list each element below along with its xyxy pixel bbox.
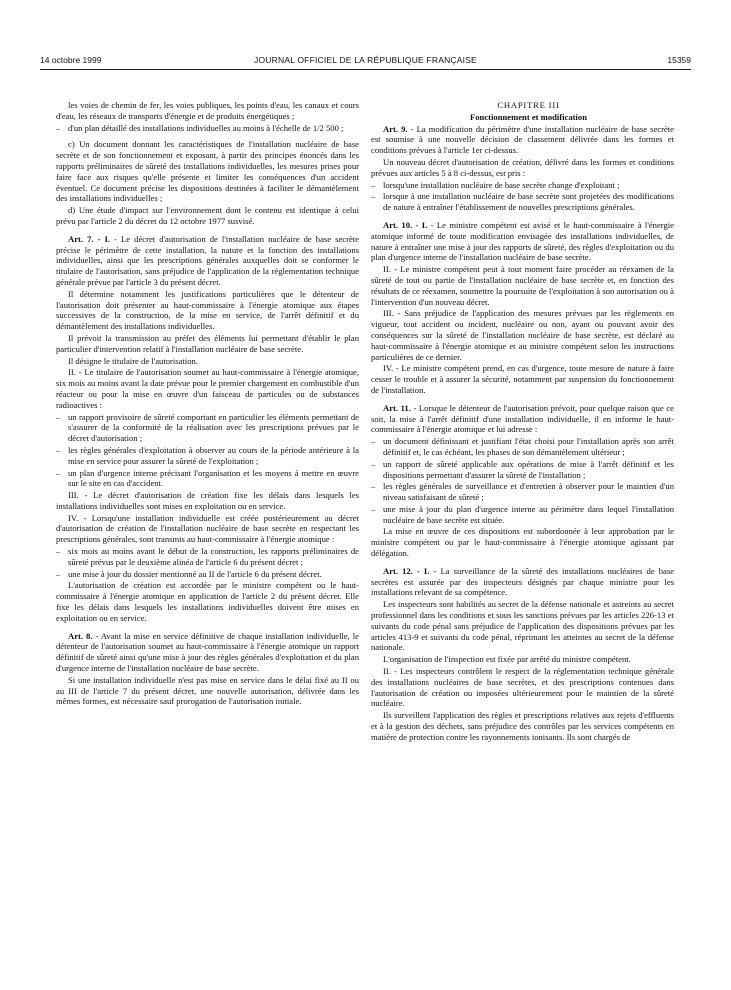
page-header [40, 55, 691, 70]
list-item-text: un document définissant et justifiant l'état choisi pour l'installation après son arrêt définitif et, le cas échéant, les phases de son démantèlement ultérieur ; [383, 436, 674, 457]
paragraph: L'autorisation de création est accordée par le ministre compétent ou le haut-commissaire à l'énergie atomique en application de l'article 2 du présent décret. Elle fixe les délais dans lesquels les installations individuelles doivent être mises en exploitation ou en service. [56, 580, 359, 623]
article-12-intro [371, 566, 674, 598]
article-10-heading: Art. 10. - I. [383, 219, 428, 230]
issue-date: 14 octobre 1999 [40, 55, 102, 65]
list-item-text: un rapport de sûreté applicable aux opérations de mise à l'arrêt définitif et les dispositions permettant d'assurer la sûreté de l'installation ; [383, 458, 674, 480]
list-item-text: lorsqu'une installation nucléaire de base secrète change d'exploitant ; [383, 179, 620, 190]
list-item-text: une mise à jour du plan d'urgence interne au périmètre dans lequel l'installation nucléaire de base secrète est située. [383, 503, 674, 525]
article-12-heading: Art. 12. - I. [383, 565, 430, 576]
article-12-section-ii: II. - Les inspecteurs contrôlent le respect de la réglementation technique générale des installations nucléaires de base secrètes, et des prescriptions contenues dans l'autorisation de création ou imposées ultérieurement pour le maintien de la sûreté nucléaire. [371, 666, 674, 709]
list-item-text: lorsque à une installation nucléaire de base secrète sont projetées des modifications de nature à entraîner l'établissement de nouvelles prescriptions générales. [383, 191, 674, 213]
paragraph-c: c) Un document donnant les caractéristiques de l'installation nucléaire de base secrète et de son fonctionnement et exposant, à partir des principes énoncés dans les rapports préliminaires de sûreté des installations individuelles, les mesures prises pour faire face aux risques qu'elle présente et limiter les conséquences d'un accident éventuel. Ce document précise les dispositions destinées à faciliter le démantèlement des installations individuelles ; [56, 139, 359, 204]
article-7-section-iii: III. - Le décret d'autorisation de création fixe les délais dans lesquels les installations individuelles sont mises en exploitation ou en service. [56, 490, 359, 511]
list-item-text: six mois au moins avant le début de la construction, les rapports préliminaires de sûreté prévus par le deuxième alinéa de l'article 6 du présent décret ; [68, 546, 359, 567]
list-item: – les règles générales de surveillance et d'entretien à observer pour le maintien d'un niveau satisfaisant de sûreté ; [371, 481, 674, 503]
article-10-section-iv: IV. - Le ministre compétent prend, en cas d'urgence, toute mesure de nature à faire cesser le trouble et à assurer la sécurité, notamment par suspension du fonctionnement de l'installation. [371, 363, 674, 395]
list-item-text: une mise à jour du dossier mentionné au II de l'article 6 du présent décret. [68, 568, 322, 579]
page-number: 15359 [667, 55, 691, 65]
article-9-heading: Art. 9. [383, 123, 408, 134]
paragraph: Il détermine notamment les justifications particulières que le détenteur de l'autorisation doit présenter au haut-commissaire à l'énergie atomique aux étapes successives de la construction, de la mise en service, de l'arrêt définitif et du démantèlement des installations individuelles. [56, 288, 359, 332]
paragraph: Si une installation individuelle n'est pas mise en service dans le délai fixé au II ou au III de l'article 7 du présent décret, une nouvelle autorisation, délivrée dans les mêmes formes, est nécessaire sauf prorogation de l'autorisation initiale. [56, 674, 359, 707]
article-10-text: - Le ministre compétent est avisé et le haut-commissaire à l'énergie atomique informé de toute modification envisagée des installations individuelles, de nature à entraîner une mise à jour des rapports de sûreté, des règles d'exploitation ou du plan d'urgence interne de l'installation nucléaire de base secrète. [371, 219, 674, 263]
list-item: – six mois au moins avant le début de la construction, les rapports préliminaires de sûreté prévus par le deuxième alinéa de l'article 6 du présent décret ; [56, 546, 359, 567]
paragraph-d: d) Une étude d'impact sur l'environnement dont le contenu est identique à celui prévu par l'article 2 du décret du 12 octobre 1977 susvisé. [56, 205, 359, 226]
article-11-intro [371, 403, 674, 435]
article-10-section-iii: III. - Sans préjudice de l'application des mesures prévues par les règlements en vigueur, tout accident ou incident, nucléaire ou non, ayant ou pouvant avoir des conséquences sur la sûreté de l'installation nucléaire de base secrète, est déclaré au haut-commissaire à l'énergie atomique et au ministre compétent selon les instructions particulières de ce dernier. [371, 308, 674, 362]
list-item: – un plan d'urgence interne précisant l'organisation et les moyens à mettre en œuvre sur le site en cas d'accident. [56, 467, 359, 489]
list-item: – une mise à jour du plan d'urgence interne au périmètre dans lequel l'installation nucléaire de base secrète est située. [371, 503, 674, 525]
list-item-text: les règles générales d'exploitation à observer au cours de la période antérieure à la mise en service pour assurer la sûreté de l'exploitation ; [68, 444, 359, 466]
chapter-number: CHAPITRE III [497, 100, 560, 110]
list-item: – un rapport provisoire de sûreté comportant en particulier les éléments permettant de s'assurer de la conformité de la réalisation avec les prescriptions prévues par le décret d'autorisation ; [56, 411, 359, 444]
article-7-intro [56, 234, 359, 288]
list-item: – un rapport de sûreté applicable aux opérations de mise à l'arrêt définitif et les dispositions permettant d'assurer la sûreté de l'installation ; [371, 458, 674, 480]
paragraph: La mise en œuvre de ces dispositions est subordonnée à leur approbation par le ministre compétent ou par le haut-commissaire à l'énergie atomique agissant par délégation. [371, 526, 674, 559]
journal-title: JOURNAL OFFICIEL DE LA RÉPUBLIQUE FRANÇAISE [254, 55, 477, 65]
list-item: – lorsqu'une installation nucléaire de base secrète change d'exploitant ; [371, 180, 674, 191]
article-10-section-ii: II. - Le ministre compétent peut à tout moment faire procéder au réexamen de la sûreté de tout ou partie de l'installation nucléaire de base secrète et, en fonction des résultats de ce réexamen, soumettre la poursuite de l'exploitation à son autorisation ou à l'intervention d'un nouveau décret. [371, 264, 674, 307]
paragraph: Les inspecteurs sont habilités au secret de la défense nationale et astreints au secret professionnel dans les conditions et sous les sanctions prévues par les articles 226-13 et suivants du code pénal sans préjudice de l'application des dispositions prévues par les articles 413-9 et suivants du code pénal, réprimant les atteintes au secret de la défense nationale. [371, 599, 674, 653]
left-column [56, 100, 359, 708]
article-7-section-ii: II. - Le titulaire de l'autorisation soumet au haut-commissaire à l'énergie atomique, six mois au moins avant la date prévue pour le premier chargement en combustible d'un réacteur ou pour la mise en œuvre d'un faisceau de particules ou de substances radioactives : [56, 367, 359, 410]
chapter-title: Fonctionnement et modification [470, 111, 587, 122]
paragraph: Ils surveillent l'application des règles et prescriptions relatives aux rejets d'effluents et à la gestion des déchets, sans préjudice des contrôles par les services compétents en matière de protection contre les rayonnements ionisants. Ils sont chargés de [371, 710, 674, 742]
article-7-section-iv: IV. - Lorsqu'une installation individuelle est créée postérieurement au décret d'autorisation de création de l'installation nucléaire de base secrète en respectant les prescriptions générales, sont transmis au haut-commissaire à l'énergie atomique : [56, 512, 359, 545]
list-item: – les règles générales d'exploitation à observer au cours de la période antérieure à la mise en service pour assurer la sûreté de l'exploitation ; [56, 444, 359, 466]
article-11-heading: Art. 11. [383, 402, 411, 413]
article-12-text: - La surveillance de la sûreté des installations nucléaires de base secrètes est assurée par des inspecteurs désignés par chaque ministre pour les installations relevant de sa compétence. [371, 565, 674, 598]
paragraph: Il prévoit la transmission au préfet des éléments lui permettant d'établir le plan particulier d'intervention relatif à l'installation nucléaire de base secrète. [56, 332, 359, 354]
list-item-text: un rapport provisoire de sûreté comportant en particulier les éléments permettant de s'assurer de la conformité de la réalisation avec les prescriptions prévues par le décret d'autorisation ; [68, 411, 359, 444]
article-8-heading: Art. 8. [68, 630, 93, 641]
article-7-text: - Le décret d'autorisation de l'installation nucléaire de base secrète précise le périmètre de cette installation, la nature et la fonction des installations individuelles, ainsi que les prescriptions générales auxquelles doit se conformer le titulaire de l'autorisation, sans préjudice de l'application de la réglementation technique générale prévue par l'article 3 du présent décret. [56, 233, 359, 287]
paragraph: L'organisation de l'inspection est fixée par arrêté du ministre compétent. [383, 654, 631, 665]
article-11-text: - Lorsque le détenteur de l'autorisation prévoit, pour quelque raison que ce soit, la mise à l'arrêt définitif d'une installation individuelle, il en informe le haut-commissaire à l'énergie atomique et lui adresse : [371, 402, 674, 435]
article-8-intro [56, 631, 359, 674]
list-item-text: les règles générales de surveillance et d'entretien à observer pour le maintien d'un niveau satisfaisant de sûreté ; [383, 481, 674, 503]
article-10-intro [371, 220, 674, 263]
list-item-text: d'un plan détaillé des installations individuelles au moins à l'échelle de 1/2 500 ; [68, 122, 344, 133]
paragraph: Un nouveau décret d'autorisation de création, délivré dans les formes et conditions prévues aux articles 5 à 8 ci-dessus, est pris : [371, 156, 674, 178]
paragraph: Il désigne le titulaire de l'autorisation. [68, 355, 198, 366]
article-7-heading: Art. 7. - I. [68, 233, 111, 244]
list-item-text: un plan d'urgence interne précisant l'organisation et les moyens à mettre en œuvre sur le site en cas d'accident. [68, 467, 359, 489]
list-item: – une mise à jour du dossier mentionné au II de l'article 6 du présent décret. [56, 569, 359, 580]
list-item: – un document définissant et justifiant l'état choisi pour l'installation après son arrêt définitif et, le cas échéant, les phases de son démantèlement ultérieur ; [371, 436, 674, 457]
list-continuation: les voies de chemin de fer, les voies publiques, les points d'eau, les canaux et cours d'eau, les réseaux de transports d'énergie et de produits énergétiques ; [56, 100, 359, 121]
article-9-text: - La modification du périmètre d'une installation nucléaire de base secrète est soumise à une nouvelle décision de classement délivrée dans les formes et conditions prévues à l'article 1er ci-dessus. [371, 123, 674, 156]
article-9-intro [371, 124, 674, 156]
right-column [371, 100, 674, 744]
article-8-text: - Avant la mise en service définitive de chaque installation individuelle, le détenteur de l'autorisation soumet au haut-commissaire à l'énergie atomique un rapport définitif de sûreté ainsi qu'une mise à jour des règles générales d'exploitation et du plan d'urgence interne de l'installation nucléaire de base secrète. [56, 630, 360, 674]
list-item: – d'un plan détaillé des installations individuelles au moins à l'échelle de 1/2 500 ; [56, 123, 359, 134]
list-item: – lorsque à une installation nucléaire de base secrète sont projetées des modifications de nature à entraîner l'établissement de nouvelles prescriptions générales. [371, 191, 674, 213]
